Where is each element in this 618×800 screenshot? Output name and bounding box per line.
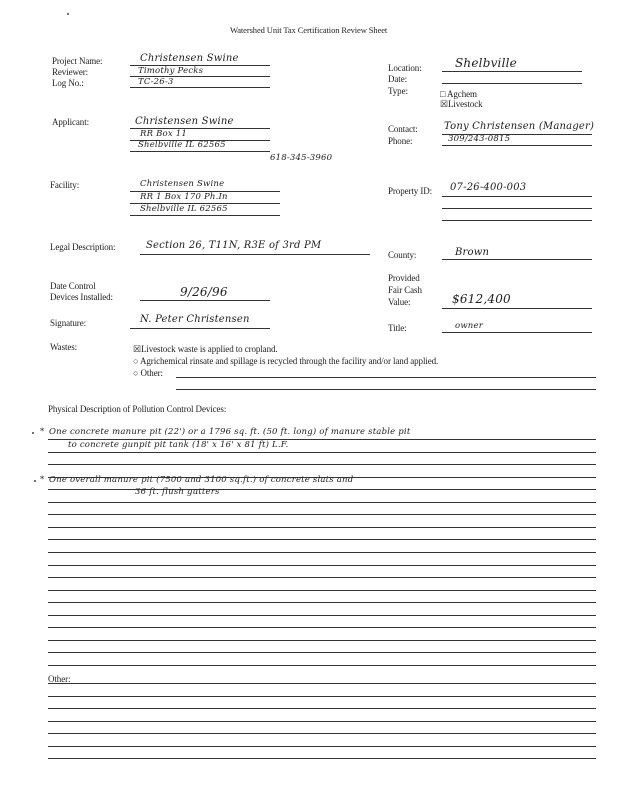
facility-value-3: Shelbville IL 62565 [140, 204, 228, 214]
ruled-line [48, 665, 596, 666]
ruled-line [48, 602, 596, 603]
ruled-line [48, 652, 596, 653]
wastes-other-option [133, 368, 163, 378]
wastes-label: Wastes: [50, 342, 78, 352]
wastes-other-line-2 [176, 389, 596, 390]
county-value: Brown [455, 247, 490, 258]
scan-speck [34, 480, 36, 482]
ruled-line [48, 577, 596, 578]
ruled-line [48, 514, 596, 515]
type-livestock-option [440, 99, 483, 109]
description-1-line-b: to concrete gunpit pit tank (18' x 16' x 81 ft) L.F. [68, 440, 289, 450]
scan-speck [32, 432, 34, 434]
legal-description-label: Legal Description: [50, 242, 116, 252]
description-bullet-2: * [40, 475, 45, 485]
livestock-waste-checkbox-checked: ☒ [133, 344, 141, 354]
title-value: owner [455, 321, 483, 331]
description-2-line-b: 36 ft. flush gutters [135, 487, 220, 497]
wastes-other-text: Other: [140, 368, 163, 378]
date-control-label-2: Devices Installed: [50, 292, 113, 302]
provided-label-3: Value: [388, 297, 411, 307]
log-no-value: TC-26-3 [138, 77, 174, 87]
ruled-line [48, 627, 596, 628]
reviewer-value: Timothy Pecks [138, 66, 204, 76]
reviewer-label: Reviewer: [52, 67, 89, 77]
location-label: Location: [388, 63, 422, 73]
scan-speck [67, 13, 69, 15]
ruled-line [48, 552, 596, 553]
type-agchem-option [440, 89, 477, 99]
agchem-checkbox: □ [440, 89, 447, 99]
date-control-label-1: Date Control [50, 281, 96, 291]
description-1-line-a: One concrete manure pit (22') or a 1796 sq. ft. (50 ft. long) of manure stable pit [49, 427, 411, 437]
title-line [442, 332, 592, 333]
ruled-line [48, 477, 596, 478]
date-label: Date: [388, 74, 407, 84]
log-no-line [130, 87, 270, 88]
agrichemical-checkbox: ○ [133, 356, 140, 366]
ruled-line [48, 733, 596, 734]
applicant-value-1: Christensen Swine [135, 116, 234, 127]
applicant-value-4: 618-345-3960 [270, 153, 333, 163]
description-bullet-1: * [40, 427, 45, 437]
date-line [442, 83, 582, 84]
agrichemical-text: Agrichemical rinsate and spillage is recycled through the facility and/or land applied. [140, 356, 439, 366]
ruled-line [48, 452, 596, 453]
wastes-agrichemical-option [133, 356, 438, 366]
livestock-text: Livestock [447, 99, 483, 109]
ruled-line [48, 565, 596, 566]
location-value: Shelbville [455, 56, 517, 70]
log-no-label: Log No.: [52, 78, 84, 88]
type-label: Type: [388, 86, 408, 96]
ruled-line [48, 439, 596, 440]
facility-label: Facility: [50, 180, 80, 190]
agchem-text: Agchem [447, 89, 477, 99]
applicant-value-2: RR Box 11 [140, 129, 187, 139]
phone-value: 309/243-0815 [448, 134, 511, 144]
contact-label: Contact: [388, 124, 418, 134]
phone-line [442, 145, 592, 146]
page-title: Watershed Unit Tax Certification Review Sheet [230, 25, 388, 35]
provided-label-2: Fair Cash [388, 285, 422, 295]
ruled-line [48, 615, 596, 616]
facility-value-1: Christensen Swine [140, 179, 225, 189]
other-checkbox: ○ [133, 368, 141, 378]
ruled-line [48, 721, 596, 722]
wastes-livestock-option [133, 344, 278, 354]
signature-label: Signature: [50, 318, 86, 328]
wastes-other-line-1 [176, 377, 596, 378]
ruled-line [48, 489, 596, 490]
project-name-label: Project Name: [52, 56, 103, 66]
facility-value-2: RR 1 Box 170 Ph.In [140, 192, 228, 202]
description-2-line-a: One overall manure pit (7500 and 3100 sq.ft.) of concrete slats and [49, 475, 354, 485]
ruled-line [48, 464, 596, 465]
applicant-line-3 [130, 151, 270, 152]
ruled-line [48, 708, 596, 709]
facility-line-3 [130, 215, 280, 216]
livestock-waste-text: Livestock waste is applied to cropland. [140, 344, 278, 354]
property-id-line-3 [442, 220, 592, 221]
signature-line [130, 328, 270, 329]
contact-value: Tony Christensen (Manager) [444, 121, 595, 132]
project-name-value: Christensen Swine [140, 53, 239, 64]
ruled-line [48, 746, 596, 747]
ruled-line [48, 696, 596, 697]
provided-label-1: Provided [388, 273, 420, 283]
other-section-label: Other: [48, 674, 71, 684]
ruled-line [48, 527, 596, 528]
date-installed-line [140, 300, 270, 301]
ruled-line [48, 640, 596, 641]
county-line [442, 259, 592, 260]
fair-cash-value-line [442, 308, 592, 309]
property-id-label: Property ID: [388, 186, 433, 196]
date-installed-value: 9/26/96 [180, 285, 228, 299]
legal-description-value: Section 26, T11N, R3E of 3rd PM [146, 240, 322, 251]
property-id-line-2 [442, 208, 592, 209]
phone-label: Phone: [388, 136, 413, 146]
ruled-line [48, 758, 596, 759]
applicant-label: Applicant: [52, 117, 89, 127]
signature-value: N. Peter Christensen [140, 314, 250, 325]
livestock-checkbox-checked: ☒ [440, 99, 448, 109]
legal-description-line [140, 254, 370, 255]
title-field-label: Title: [388, 323, 407, 333]
ruled-line [48, 683, 596, 684]
property-id-line-1 [442, 196, 592, 197]
applicant-value-3: Shelbville IL 62565 [138, 140, 226, 150]
ruled-line [48, 502, 596, 503]
physical-description-label: Physical Description of Pollution Control Devices: [48, 404, 227, 414]
fair-cash-value-value: $612,400 [452, 292, 511, 306]
location-line [442, 71, 582, 72]
property-id-value: 07-26-400-003 [450, 182, 527, 193]
county-label: County: [388, 250, 417, 260]
ruled-line [48, 539, 596, 540]
ruled-line [48, 590, 596, 591]
